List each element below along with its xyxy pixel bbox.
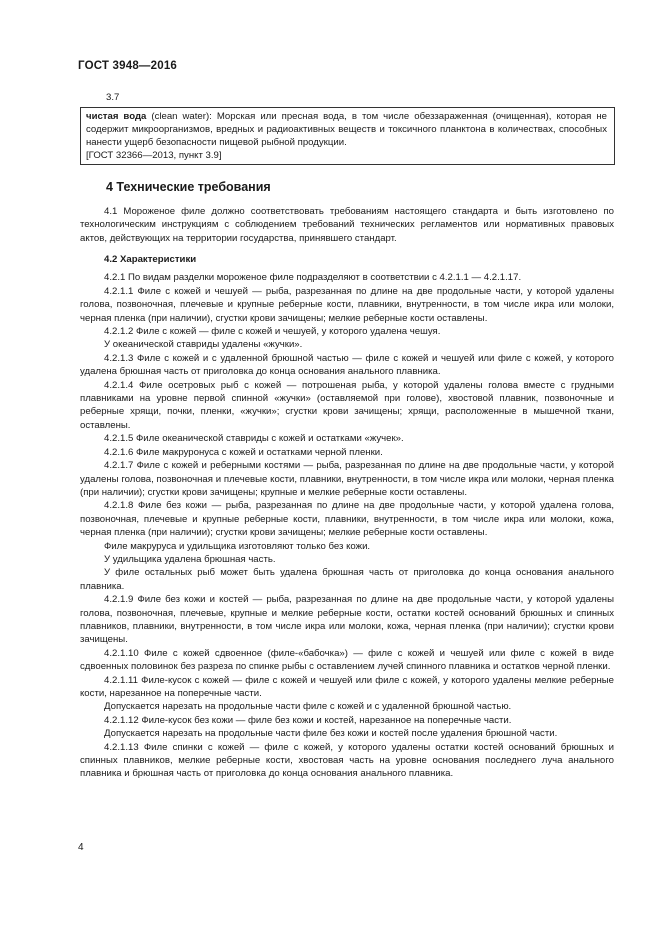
paragraph: 4.2.1.10 Филе с кожей сдвоенное (филе-«бабочка») — филе с кожей и чешуей или филе с кожей в виде сдвоенных половинок без разреза по спинке рыбы с оставлением лучей спинного плавника и остатков черной пленки. [80, 647, 614, 673]
section-body [80, 253, 614, 781]
paragraph: У удильщика удалена брюшная часть. [104, 553, 276, 565]
term-name: чистая вода [86, 111, 147, 122]
subsection-title: 4.2 Характеристики [104, 254, 197, 265]
term-definition-text [86, 110, 607, 162]
paragraph: 4.2.1 По видам разделки мороженое филе подразделяют в соответствии с 4.2.1.1 — 4.2.1.17. [104, 272, 522, 284]
paragraph: 4.2.1.4 Филе осетровых рыб с кожей — потрошеная рыба, у которой удалены голова вместе с грудными плавниками на уровне первой спинной «жучки» (оставляемой при голове), хвостовой плавник, позвоночные и реберные хрящи, почки, пленки, «жучки»; сгустки крови зачищены; хрящи, расположенные в мышечной ткани, оставлены. [80, 379, 614, 431]
page-number: 4 [78, 842, 84, 853]
paragraph: Допускается нарезать на продольные части филе без кожи и костей после удаления брюшной части. [104, 728, 558, 740]
term-definition-box [80, 90, 614, 166]
term-definition-frame [80, 107, 615, 165]
paragraph: 4.2.1.11 Филе-кусок с кожей — филе с кожей и чешуей или филе с кожей, у которого удалены мелкие реберные кости, нарезанное на поперечные части. [80, 674, 614, 699]
paragraph: 4.2.1.7 Филе с кожей и реберными костями — рыба, разрезанная по длине на две продольные части, у которой удалены голова, позвоночная и плечевые кости, плавники, внутренности, в том числе икра или молоки, черная пленка (при наличии); сгустки крови зачищены; крупные и мелкие реберные кости оставлены. [80, 460, 614, 498]
paragraph: Допускается нарезать на продольные части филе с кожей и с удаленной брюшной частью. [104, 701, 512, 713]
term-number: 3.7 [106, 92, 120, 103]
paragraph: 4.2.1.13 Филе спинки с кожей — филе с кожей, у которого удалены остатки костей оснований брюшных и спинных плавников, мелкие реберные кости, хвостовая часть на уровне основания последнего луча анального плавника и брюшная часть от приголовка до конца основания анального плавника. [80, 741, 614, 780]
paragraph: Филе макруруса и удильщика изготовляют только без кожи. [104, 540, 371, 552]
paragraph: 4.2.1.3 Филе с кожей и с удаленной брюшной частью — филе с кожей и чешуей или филе с кожей, у которого удалена брюшная часть от приголовка до конца основания анального плавника. [80, 352, 614, 378]
paragraph: 4.2.1.8 Филе без кожи — рыба, разрезанная по длине на две продольные части, у которой удалена голова, позвоночная, плечевые и крупные реберные кости, плавники, внутренности, в том числе икра или молоки, кожа, черная пленка (при наличии); сгустки крови зачищены; мелкие реберные кости оставлены. [80, 500, 614, 539]
paragraph: 4.2.1.6 Филе макруронуса с кожей и остатками черной пленки. [104, 446, 383, 458]
paragraph: У океанической ставриды удалены «жучки». [104, 339, 303, 351]
section-title: 4 Технические требования [106, 180, 271, 194]
term-source: [ГОСТ 32366—2013, пункт 3.9] [86, 150, 222, 161]
paragraph: 4.2.1.5 Филе океанической ставриды с кожей и остатками «жучек». [104, 433, 404, 445]
paragraph: 4.2.1.2 Филе с кожей — филе с кожей и чешуей, у которого удалена чешуя. [104, 326, 441, 338]
section-intro [80, 205, 614, 245]
paragraph: 4.2.1.9 Филе без кожи и костей — рыба, разрезанная по длине на две продольные части, у которой удалены голова, позвоночная, плечевые, крупные и мелкие реберные кости, остатки костей оснований брюшных и спинных плавников, плавники, внутренности, в том числе икра или молоки, кожа, черная пленка (при наличии); сгустки крови зачищены. [80, 594, 614, 646]
term-definition: (clean water): Морская или пресная вода, в том числе обеззараженная (очищенная), которая не содержит микроорганизмов, вредных и радиоактивных веществ и токсичного планктона в количествах, способных нанести ущерб безопасности пищевой рыбной продукции. [86, 111, 608, 148]
paragraph: 4.2.1.1 Филе с кожей и чешуей — рыба, разрезанная по длине на две продольные части, у которой удалены голова, позвоночная, плечевые и крупные реберные кости, плавники, внутренности, в том числе икра или молоки, черная пленка (при наличии), сгустки крови зачищены; мелкие реберные кости оставлены. [80, 285, 614, 324]
paragraph: 4.1 Мороженое филе должно соответствовать требованиям настоящего стандарта и быть изготовлено по технологическим инструкциям с соблюдением требований технических регламентов или нормативных правовых актов, действующих на территории государства, принявшего стандарт. [80, 206, 614, 244]
paragraph: 4.2.1.12 Филе-кусок без кожи — филе без кожи и костей, нарезанное на поперечные части. [104, 714, 512, 726]
document-header: ГОСТ 3948—2016 [78, 60, 178, 72]
paragraph: У филе остальных рыб может быть удалена брюшная часть от приголовка до конца основания анального плавника. [80, 567, 614, 592]
